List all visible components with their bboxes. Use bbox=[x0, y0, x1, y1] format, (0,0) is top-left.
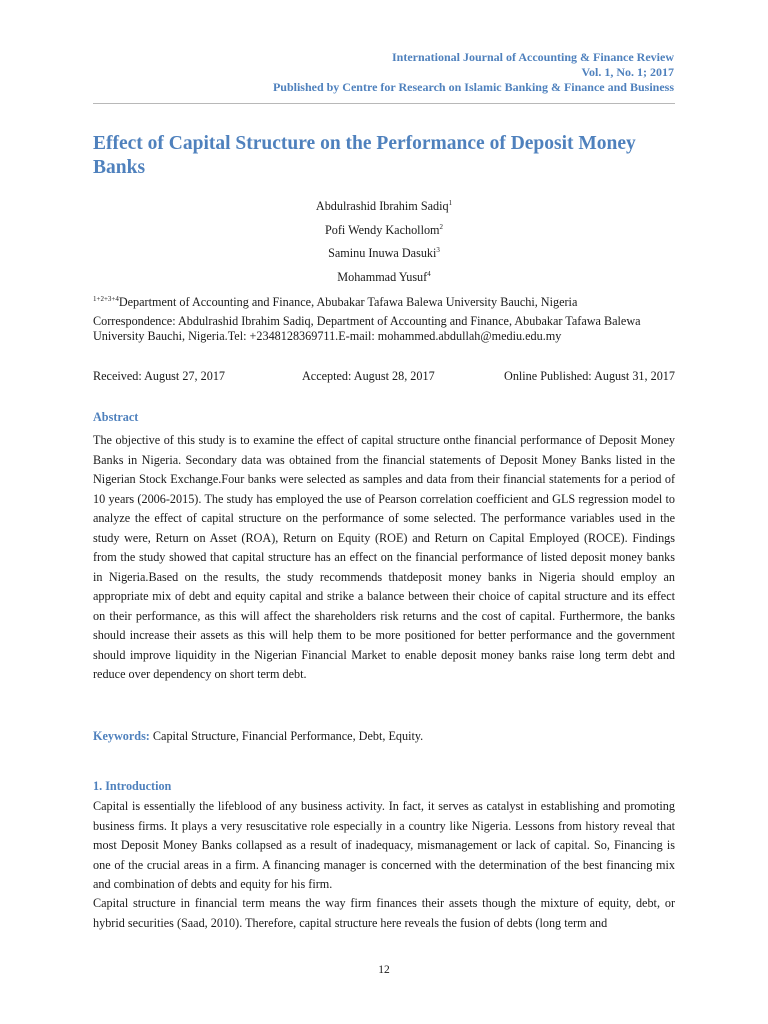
keywords bbox=[93, 729, 683, 744]
published-date: Online Published: August 31, 2017 bbox=[504, 369, 675, 383]
keywords-label: Keywords: bbox=[93, 729, 150, 743]
introduction-heading: 1. Introduction bbox=[93, 779, 172, 793]
received-date: Received: August 27, 2017 bbox=[93, 369, 226, 383]
abstract-text: The objective of this study is to examine the effect of capital structure onthe financial performance of Deposit Money Banks in Nigeria. Secondary data was obtained from the financial statements of Deposit Money Banks listed in the Nigerian Stock Exchange.Four banks were selected as samples and data from their financial statements for a period of 10 years (2006-2015). The study has employed the use of Pearson correlation coefficient and GLS regression model to analyze the effect of capital structure on the performance of some selected. The performance variables used in the study were, Return on Asset (ROA), Return on Equity (ROE) and Return on Capital Employed (ROCE). Findings from the study showed that capital structure has an effect on the financial performance of listed deposit money banks in Nigeria.Based on the results, the study recommends thatdeposit money banks in Nigeria should employ an appropriate mix of debt and equity capital and strike a balance between their choice of capital structure and its effect on their performance, as this will affect the shareholders risk returns and the cost of capital. Furthermore, the banks should increase their assets as this will help them to be more positioned for better performance and the government should improve liquidity in the Nigerian Financial Market to enable deposit money banks raise long term debt and reduce over dependency on short term debt. bbox=[93, 433, 675, 681]
author: Abdulrashid Ibrahim Sadiq$^1$ bbox=[315, 199, 453, 214]
author-list bbox=[0, 193, 768, 287]
header-divider bbox=[93, 103, 675, 104]
keywords-text: Capital Structure, Financial Performance, Debt, Equity. bbox=[152, 729, 424, 743]
affiliation-text: Department of Accounting and Finance, Abubakar Tafawa Balewa University Bauchi, Nigeria bbox=[118, 295, 578, 310]
page-number: 12 bbox=[378, 964, 390, 976]
accepted-date: Accepted: August 28, 2017 bbox=[302, 369, 435, 383]
abstract-heading: Abstract bbox=[93, 410, 139, 424]
journal-header bbox=[273, 50, 674, 95]
correspondence: Correspondence: Abdulrashid Ibrahim Sadiq, Department of Accounting and Finance, Abubakar Tafawa Balewa University Bauchi, Nigeria.Tel: +2348128369711.E-mail: mohammed.abdullah@mediu.edu.my bbox=[93, 314, 641, 343]
author: Mohammad Yusuf$^4$ bbox=[337, 269, 431, 284]
journal-volume: Vol. 1, No. 1; 2017 bbox=[581, 65, 674, 79]
introduction-paragraph: Capital structure in financial term means the way firm finances their assets though the mixture of equity, debt, or hybrid securities (Saad, 2010). Therefore, capital structure here reveals the fusion of debts (long term and bbox=[93, 896, 675, 930]
author: Saminu Inuwa Dasuki$^3$ bbox=[328, 246, 440, 261]
journal-publisher: Published by Centre for Research on Islamic Banking & Finance and Business bbox=[272, 80, 674, 94]
affiliation bbox=[93, 292, 683, 310]
paper-title: Effect of Capital Structure on the Performance of Deposit Money Banks bbox=[93, 133, 636, 178]
introduction-paragraph: Capital is essentially the lifeblood of any business activity. In fact, it serves as catalyst in establishing and promoting business firms. It plays a very resuscitative role especially in a country like Nigeria. Lessons from history reveal that most Deposit Money Banks collapsed as a result of inadequacy, mismanagement or lack of capital. So, Financing is one of the crucial areas in a firm. A financing manager is concerned with the determination of the best financing mix and combination of debts and equity for his firm. bbox=[93, 799, 675, 891]
author: Pofi Wendy Kachollom$^2$ bbox=[324, 222, 444, 237]
journal-name: International Journal of Accounting & Finance Review bbox=[392, 50, 674, 64]
affiliation-marker: 1+2+3+4 bbox=[93, 295, 119, 303]
